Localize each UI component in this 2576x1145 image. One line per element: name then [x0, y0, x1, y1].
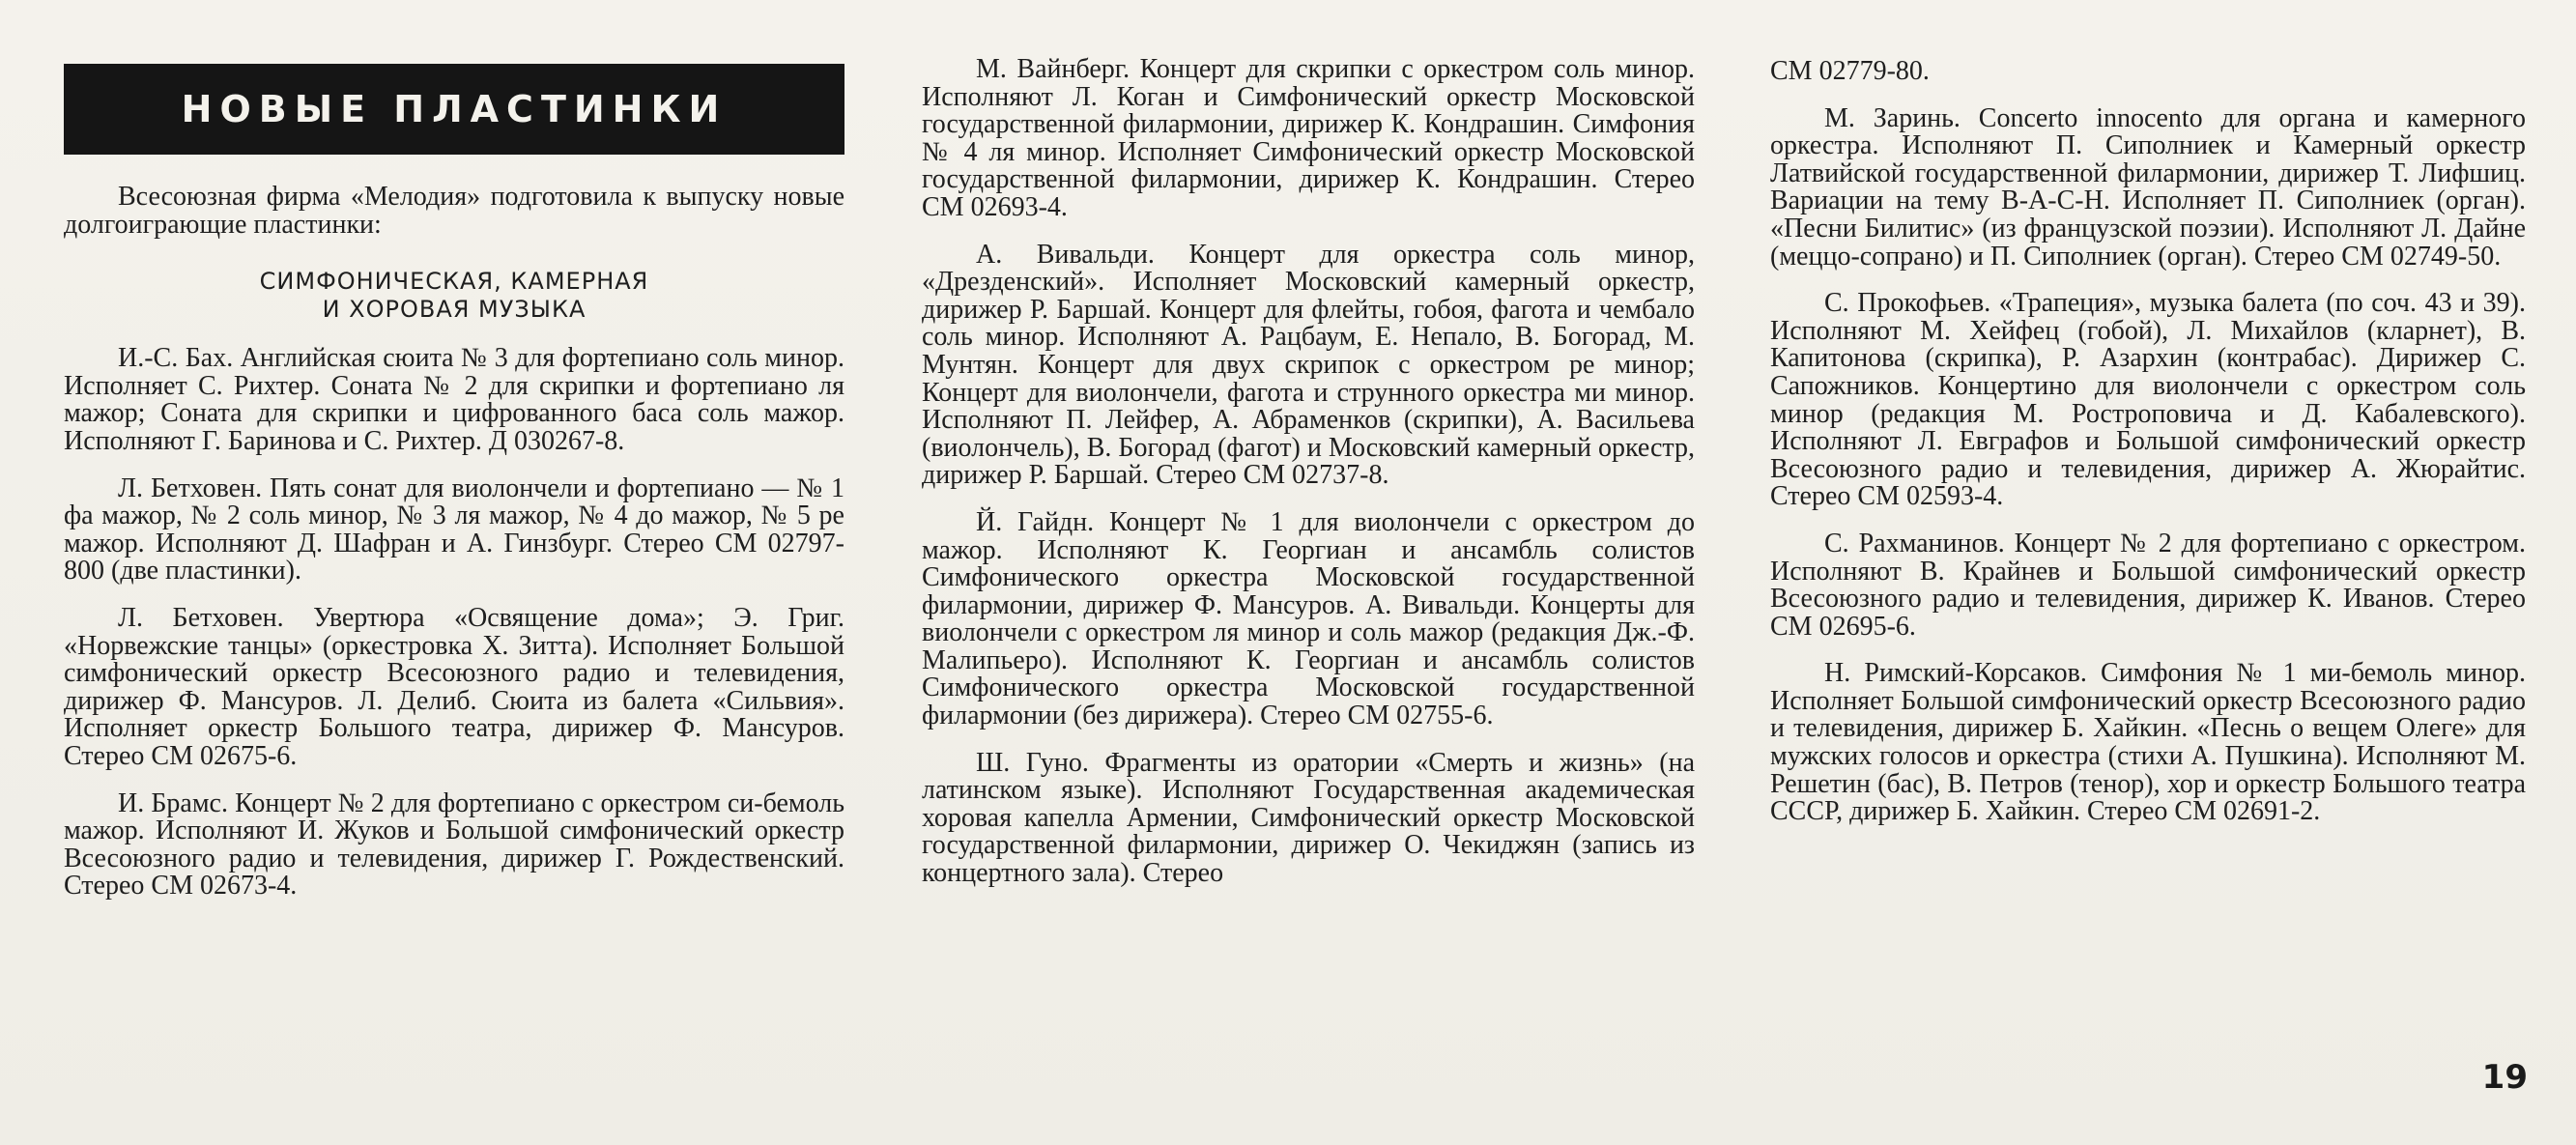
text-flow-left	[64, 184, 844, 901]
section-heading	[64, 268, 844, 324]
intro-paragraph: Всесоюзная фирма «Мелодия» подготовила к выпуску новые долгоиграющие пластинки:	[64, 182, 844, 240]
section-title-banner	[64, 64, 844, 155]
column-left	[64, 0, 844, 1145]
record-entry-beethoven-sonatas: Л. Бетховен. Пять сонат для виолончели и фортепиано — № 1 фа мажор, № 2 соль минор, № 3 ля мажор, № 4 до мажор, № 5 ре мажор. Исполняют Д. Шафран и А. Гинзбург. Стерео СМ 02797-800 (две пластинки).	[64, 472, 844, 587]
section-heading-line: И ХОРОВАЯ МУЗЫКА	[322, 296, 587, 324]
record-entry-brahms: И. Брамс. Концерт № 2 для фортепиано с оркестром си-бемоль мажор. Исполняют И. Жуков и Большой симфонический оркестр Всесоюзного радио и телевидения, дирижер Г. Рождественский. Стерео СМ 02673-4.	[64, 787, 844, 902]
record-entry-weinberg: М. Вайнберг. Концерт для скрипки с оркестром соль минор. Исполняют Л. Коган и Симфонический оркестр Московской государственной филармонии, дирижер К. Кондрашин. Симфония № 4 ля минор. Исполняет Симфонический оркестр Московской государственной филармонии, дирижер К. Кондрашин. Стерео СМ 02693-4.	[922, 54, 1695, 222]
record-entry-rimsky-korsakov: Н. Римский-Корсаков. Симфония № 1 ми-бемоль минор. Исполняет Большой симфонический оркестр Всесоюзного радио и телевидения, дирижер Б. Хайкин. «Песнь о вещем Олеге» для мужских голосов и оркестра (стихи А. Пушкина). Исполняют М. Решетин (бас), В. Петров (тенор), хор и оркестр Большого театра СССР, дирижер Б. Хайкин. Стерео СМ 02691-2.	[1770, 658, 2526, 827]
record-entry-vivaldi: А. Вивальди. Концерт для оркестра соль минор, «Дрезденский». Исполняет Московский камерный оркестр, дирижер Р. Баршай. Концерт для флейты, гобоя, фагота и чембало соль минор. Исполняют А. Рацбаум, Е. Непало, В. Богорад, М. Мунтян. Концерт для двух скрипок с оркестром ре минор; Концерт для виолончели, фагота и струнного оркестра ми минор. Исполняют П. Лейфер, А. Абраменков (скрипки), А. Васильева (виолончель), В. Богорад (фагот) и Московский камерный оркестр, дирижер Р. Баршай. Стерео СМ 02737-8.	[922, 239, 1695, 491]
section-heading-line: СИМФОНИЧЕСКАЯ, КАМЕРНАЯ	[259, 268, 649, 296]
record-entry-rachmaninov: С. Рахманинов. Концерт № 2 для фортепиано с оркестром. Исполняют В. Крайнев и Большой симфонический оркестр Всесоюзного радио и телевидения, дирижер К. Иванов. Стерео СМ 02695-6.	[1770, 528, 2526, 642]
page-title: НОВЫЕ ПЛАСТИНКИ	[181, 88, 728, 130]
record-entry-gounod: Ш. Гуно. Фрагменты из оратории «Смерть и жизнь» (на латинском языке). Исполняют Государственная академическая хоровая капелла Армении, Симфонический оркестр Московской государственной филармонии, дирижер О. Чекиджян (запись из концертного зала). Стерео	[922, 747, 1695, 889]
record-entry-prokofiev: С. Прокофьев. «Трапеция», музыка балета (по соч. 43 и 39). Исполняют М. Хейфец (гобой), Л. Михайлов (кларнет), В. Капитонова (скрипка), Р. Азархин (контрабас). Дирижер С. Сапожников. Концертино для виолончели с оркестром соль минор (редакция М. Ростроповича и Д. Кабалевского). Исполняют Л. Евграфов и Большой симфонический оркестр Всесоюзного радио и телевидения, дирижер А. Жюрайтис. Стерео СМ 02593-4.	[1770, 288, 2526, 512]
column-middle	[922, 0, 1695, 1145]
text-flow-right	[1770, 58, 2526, 826]
record-entry-beethoven-overture: Л. Бетховен. Увертюра «Освящение дома»; Э. Григ. «Норвежские танцы» (оркестровка Х. Зитта). Исполняет Большой симфонический оркестр Всесоюзного радио и телевидения, дирижер Ф. Мансуров. Л. Делиб. Сюита из балета «Сильвия». Исполняет оркестр Большого театра, дирижер Ф. Мансуров. Стерео СМ 02675-6.	[64, 602, 844, 771]
record-entry-bach: И.-С. Бах. Английская сюита № 3 для фортепиано соль минор. Исполняет С. Рихтер. Соната № 2 для скрипки и фортепиано ля мажор; Соната для скрипки и цифрованного баса соль мажор. Исполняют Г. Баринова и С. Рихтер. Д 030267-8.	[64, 343, 844, 456]
column-right	[1770, 0, 2526, 1145]
record-entry-zarins: М. Заринь. Concerto innocento для органа и камерного оркестра. Исполняют П. Сиполниек и Камерный оркестр Латвийской государственной филармонии, дирижер Т. Лифшиц. Вариации на тему B-A-C-H. Исполняет П. Сиполниек (орган). «Песни Билитис» (из французской поэзии). Исполняют Л. Дайне (меццо-сопрано) и П. Сиполниек (орган). Стерео СМ 02749-50.	[1770, 102, 2526, 272]
record-entry-gounod-continued: СМ 02779-80.	[1770, 56, 1930, 86]
text-flow-middle	[922, 56, 1695, 888]
page-number: 19	[2481, 1058, 2528, 1097]
record-entry-haydn: Й. Гайдн. Концерт № 1 для виолончели с оркестром до мажор. Исполняют К. Георгиан и ансамбль солистов Симфонического оркестра Московской государственной филармонии, дирижер Ф. Мансуров. А. Вивальди. Концерты для виолончели с оркестром ля минор и соль мажор (редакция Дж.-Ф. Малипьеро). Исполняют К. Георгиан и ансамбль солистов Симфонического оркестра Московской государственной филармонии (без дирижера). Стерео СМ 02755-6.	[922, 506, 1695, 731]
